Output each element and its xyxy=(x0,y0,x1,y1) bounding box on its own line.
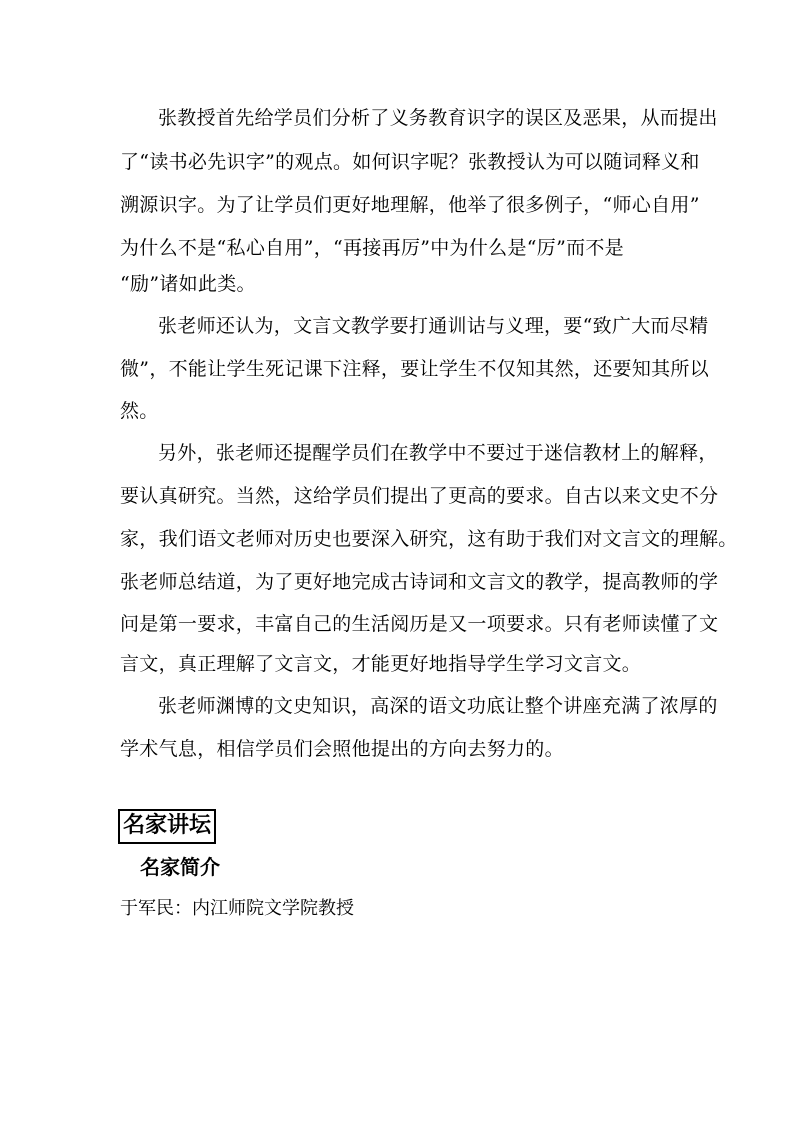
author-bio: 于军民：内江师院文学院教授 xyxy=(120,898,354,919)
paragraph-2-line-3: 然。 xyxy=(120,400,159,422)
paragraph-2-line-1: 张老师还认为，文言文教学要打通训诂与义理，要“致广大而尽精 xyxy=(158,315,709,337)
paragraph-2-line-2: 微”，不能让学生死记课下注释，要让学生不仅知其然，还要知其所以 xyxy=(120,358,710,380)
paragraph-3-line-6: 言文，真正理解了文言文，才能更好地指导学生学习文言文。 xyxy=(120,653,642,675)
paragraph-3-line-4: 张老师总结道，为了更好地完成古诗词和文言文的教学，提高教师的学 xyxy=(120,571,719,593)
section-title: 名家讲坛 xyxy=(118,809,216,844)
paragraph-1-line-2: 了“读书必先识字”的观点。如何识字呢？张教授认为可以随词释义和 xyxy=(120,151,700,173)
paragraph-3-line-1: 另外，张老师还提醒学员们在教学中不要过于迷信教材上的解释， xyxy=(158,442,718,464)
paragraph-1-line-5: “励”诸如此类。 xyxy=(120,273,256,295)
paragraph-3-line-2: 要认真研究。当然，这给学员们提出了更高的要求。自古以来文史不分 xyxy=(120,485,719,507)
paragraph-3-line-5: 问是第一要求，丰富自己的生活阅历是又一项要求。只有老师读懂了文 xyxy=(120,613,719,635)
paragraph-1-line-3: 溯源识字。为了让学员们更好地理解，他举了很多例子，“师心自用” xyxy=(120,194,700,216)
paragraph-1-line-4: 为什么不是“私心自用”，“再接再厉”中为什么是“厉”而不是 xyxy=(120,237,624,259)
paragraph-4-line-1: 张老师渊博的文史知识，高深的语文功底让整个讲座充满了浓厚的 xyxy=(158,695,718,717)
paragraph-1-line-1: 张教授首先给学员们分析了义务教育识字的误区及恶果，从而提出 xyxy=(158,107,718,129)
section-subtitle: 名家简介 xyxy=(140,855,220,879)
paragraph-4-line-2: 学术气息，相信学员们会照他提出的方向去努力的。 xyxy=(120,738,564,760)
paragraph-3-line-3: 家，我们语文老师对历史也要深入研究，这有助于我们对文言文的理解。 xyxy=(120,528,738,550)
